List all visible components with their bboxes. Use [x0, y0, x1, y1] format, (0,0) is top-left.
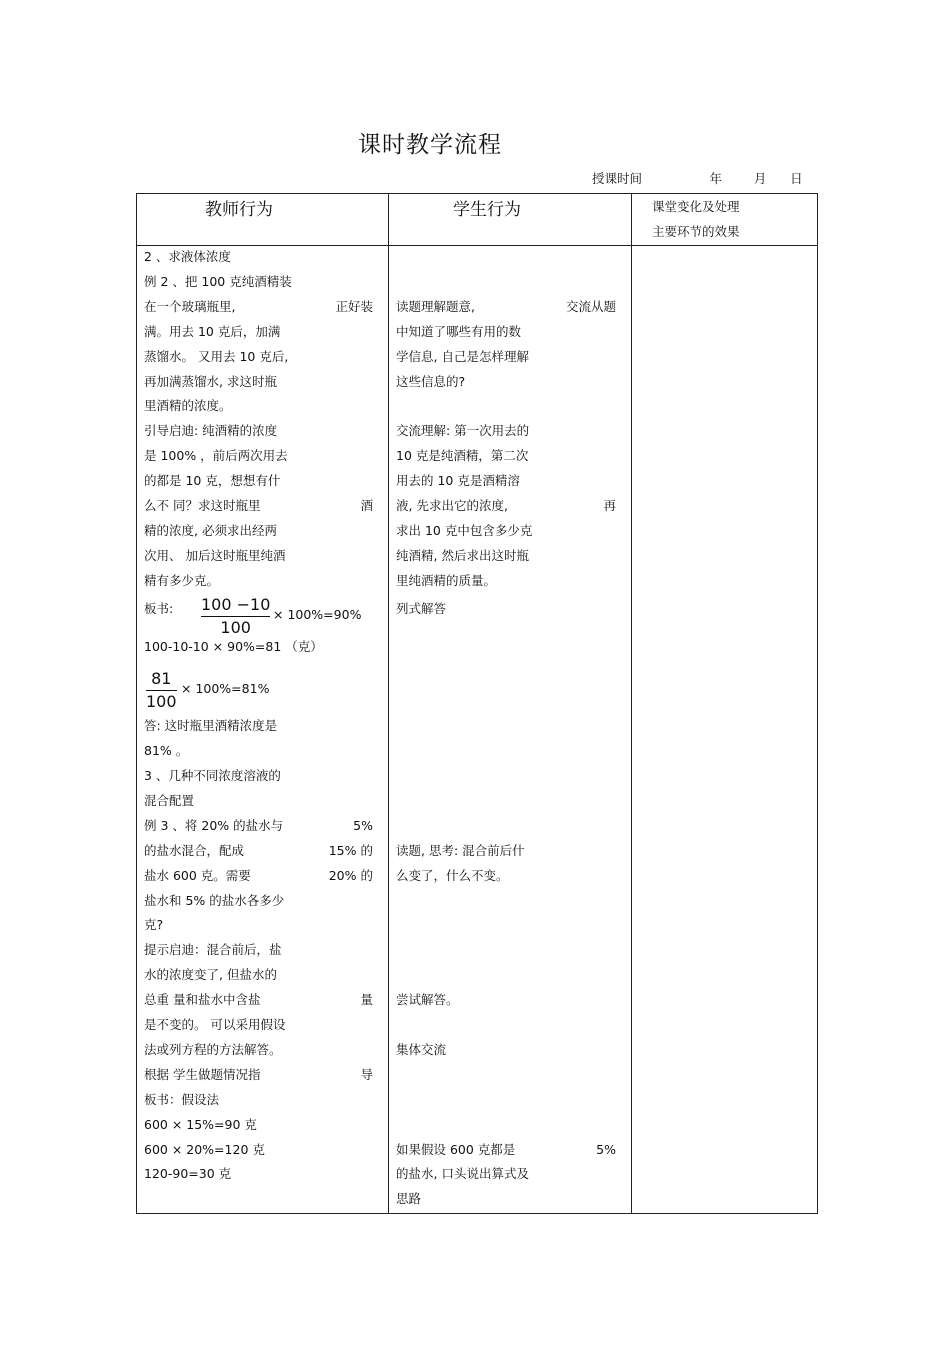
page-title: 课时教学流程	[358, 132, 502, 158]
teacher-text-line: 100-10-10 × 90%=81 （克）	[144, 639, 323, 654]
fraction-90-percent	[201, 594, 270, 639]
column-divider	[388, 194, 389, 1213]
student-text-line: 的盐水, 口头说出算式及	[396, 1166, 529, 1181]
teacher-text-line: 再加满蒸馏水, 求这时瓶	[144, 374, 277, 389]
student-text-line-part: 5%	[596, 1142, 616, 1157]
teacher-text-line-part: 正好装	[335, 299, 373, 314]
teacher-text-line: 引导启迪: 纯酒精的浓度	[144, 423, 278, 438]
teacher-text-line	[144, 863, 373, 888]
teacher-text-line: 精有多少克。	[144, 573, 220, 588]
student-text-line	[396, 493, 616, 518]
student-text-line: 里纯酒精的质量。	[396, 573, 497, 588]
teacher-text-line: 混合配置	[144, 793, 195, 808]
teacher-text-line	[144, 493, 373, 518]
teacher-text-line: 2 、求液体浓度	[144, 249, 231, 264]
teacher-text-line-part: 的盐水混合，配成	[144, 843, 245, 858]
teacher-text-line	[144, 838, 373, 863]
teacher-text-line: 81% 。	[144, 743, 189, 758]
teacher-text-line-part: 总重 量和盐水中含盐	[144, 992, 261, 1007]
teacher-text-line	[144, 1062, 373, 1087]
teacher-text-line: 答: 这时瓶里酒精浓度是	[144, 718, 278, 733]
student-text-line-part: 液, 先求出它的浓度,	[396, 498, 508, 513]
student-text-line: 10 克是纯酒精，第二次	[396, 448, 529, 463]
teacher-text-line-part: 15% 的	[328, 843, 373, 858]
student-text-line: 么变了，什么不变。	[396, 868, 509, 883]
student-text-line: 尝试解答。	[396, 992, 459, 1007]
student-text-line	[396, 1137, 616, 1162]
teacher-text-line-part: 酒	[360, 498, 373, 513]
teacher-text-line: 满。用去 10 克后，加满	[144, 324, 281, 339]
teacher-text-line-part: 么不 同？求这时瓶里	[144, 498, 261, 513]
student-text-line-part: 再	[603, 498, 616, 513]
student-text-line-part: 交流从题	[565, 299, 616, 314]
teacher-text-line: 克?	[144, 917, 164, 932]
fraction-81-percent-result: × 100%=81%	[181, 681, 270, 696]
teacher-text-line: 例 2 、把 100 克纯酒精装	[144, 274, 292, 289]
student-text-line-part: 读题理解题意,	[396, 299, 475, 314]
teacher-text-line: 里酒精的浓度。	[144, 398, 232, 413]
student-text-line: 求出 10 克中包含多少克	[396, 523, 533, 538]
student-text-line: 思路	[396, 1191, 422, 1206]
teacher-text-line: 精的浓度, 必须求出经两	[144, 523, 277, 538]
teacher-text-line-part: 在一个玻璃瓶里,	[144, 299, 236, 314]
teacher-text-line-part: 20% 的	[328, 868, 373, 883]
teacher-text-line: 蒸馏水。 又用去 10 克后,	[144, 349, 289, 364]
teacher-text-line-part: 导	[360, 1067, 373, 1082]
lesson-flow-table	[136, 193, 818, 1214]
teacher-text-line: 盐水和 5% 的盐水各多少	[144, 893, 285, 908]
teacher-text-line: 的都是 10 克，想想有什	[144, 473, 281, 488]
student-text-line: 中知道了哪些有用的数	[396, 324, 522, 339]
teacher-text-line: 次用、 加后这时瓶里纯酒	[144, 548, 286, 563]
fraction-denominator: 100	[220, 618, 251, 637]
header-notes	[652, 194, 740, 244]
student-text-line-part: 如果假设 600 克都是	[396, 1142, 516, 1157]
header-notes-line1: 课堂变化及处理	[652, 199, 740, 214]
teacher-text-line: 提示启迪：混合前后，盐	[144, 942, 282, 957]
fraction-90-percent-result: × 100%=90%	[273, 607, 362, 622]
teacher-actions-column	[144, 244, 373, 1204]
teacher-text-line-part: 例 3 、将 20% 的盐水与	[144, 818, 284, 833]
teacher-text-line: 是不变的。 可以采用假设	[144, 1017, 286, 1032]
student-text-line: 学信息, 自己是怎样理解	[396, 349, 529, 364]
teacher-text-line: 板书:	[144, 601, 174, 616]
teacher-text-line-part: 盐水 600 克。需要	[144, 868, 251, 883]
teacher-text-line	[144, 294, 373, 319]
teacher-text-line: 是 100% ，前后两次用去	[144, 448, 288, 463]
student-text-line: 集体交流	[396, 1042, 447, 1057]
teacher-text-line: 法或列方程的方法解答。	[144, 1042, 282, 1057]
fraction-numerator: 100 −10	[201, 595, 271, 614]
lesson-date-line: 授课时间 年 月 日	[592, 171, 803, 186]
teacher-text-line: 水的浓度变了, 但盐水的	[144, 967, 277, 982]
fraction-81-percent	[146, 668, 177, 713]
student-actions-column	[396, 244, 616, 1204]
teacher-text-line: 120-90=30 克	[144, 1166, 232, 1181]
student-text-line: 用去的 10 克是酒精溶	[396, 473, 520, 488]
fraction-numerator: 81	[151, 669, 172, 688]
header-notes-line2: 主要环节的效果	[652, 224, 740, 239]
column-divider	[631, 194, 632, 1213]
teacher-text-line-part: 5%	[353, 818, 373, 833]
student-text-line: 交流理解: 第一次用去的	[396, 423, 530, 438]
teacher-text-line: 600 × 15%=90 克	[144, 1117, 257, 1132]
student-text-line	[396, 294, 616, 319]
student-text-line: 列式解答	[396, 601, 447, 616]
header-student-actions: 学生行为	[453, 200, 521, 220]
fraction-denominator: 100	[146, 692, 177, 711]
teacher-text-line: 3 、几种不同浓度溶液的	[144, 768, 281, 783]
student-text-line: 读题, 思考: 混合前后什	[396, 843, 525, 858]
teacher-text-line	[144, 813, 373, 838]
student-text-line: 这些信息的?	[396, 374, 466, 389]
student-text-line: 纯酒精, 然后求出这时瓶	[396, 548, 529, 563]
teacher-text-line	[144, 987, 373, 1012]
teacher-text-line: 板书：假设法	[144, 1092, 220, 1107]
teacher-text-line: 600 × 20%=120 克	[144, 1142, 265, 1157]
header-teacher-actions: 教师行为	[205, 200, 273, 220]
teacher-text-line-part: 量	[360, 992, 373, 1007]
teacher-text-line-part: 根据 学生做题情况指	[144, 1067, 261, 1082]
